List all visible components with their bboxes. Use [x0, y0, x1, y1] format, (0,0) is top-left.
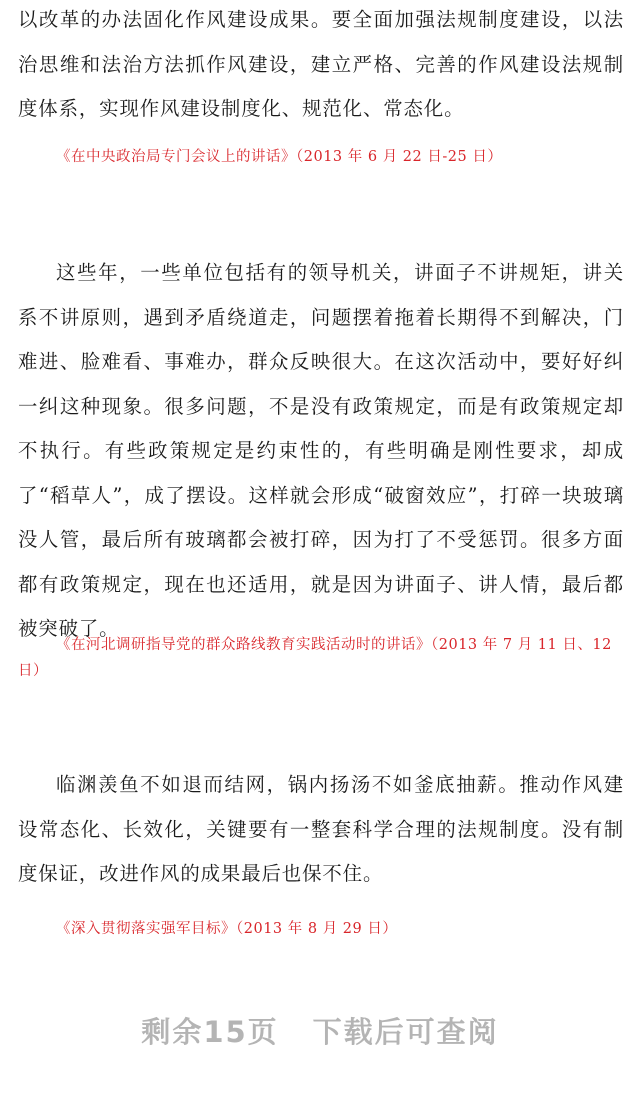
citation-3: 《深入贯彻落实强军目标》（2013 年 8 月 29 日）	[56, 921, 398, 937]
paragraph-3: 临渊羡鱼不如退而结网，锅内扬汤不如釜底抽薪。推动作风建设常态化、长效化，关键要有一整套科学合理的法规制度。没有制度保证，改进作风的成果最后也保不住。	[18, 773, 624, 885]
download-to-read-text: 下载后可查阅	[312, 1015, 499, 1049]
paragraph-1: 以改革的办法固化作风建设成果。要全面加强法规制度建设，以法治思维和法治方法抓作风建设，建立严格、完善的作风建设法规制度体系，实现作风建设制度化、规范化、常态化。	[18, 8, 624, 120]
citation-2: 《在河北调研指导党的群众路线教育实践活动时的讲话》（2013 年 7 月 11 日、12 日）	[18, 637, 612, 679]
paragraph-2: 这些年，一些单位包括有的领导机关，讲面子不讲规矩，讲关系不讲原则，遇到矛盾绕道走，问题摆着拖着长期得不到解决，门难进、脸难看、事难办，群众反映很大。在这次活动中，要好好纠一纠这种现象。很多问题，不是没有政策规定，而是有政策规定却不执行。有些政策规定是约束性的，有些明确是刚性要求，却成了“稻草人”，成了摆设。这样就会形成“破窗效应”，打碎一块玻璃没人管，最后所有玻璃都会被打碎，因为打了不受惩罚。很多方面都有政策规定，现在也还适用，就是因为讲面子、讲人情，最后都被突破了。	[18, 261, 624, 640]
remaining-pages-text: 剩余15页	[141, 1015, 279, 1049]
citation-1: 《在中央政治局专门会议上的讲话》（2013 年 6 月 22 日-25 日）	[56, 149, 503, 165]
download-prompt[interactable]	[0, 1010, 640, 1051]
